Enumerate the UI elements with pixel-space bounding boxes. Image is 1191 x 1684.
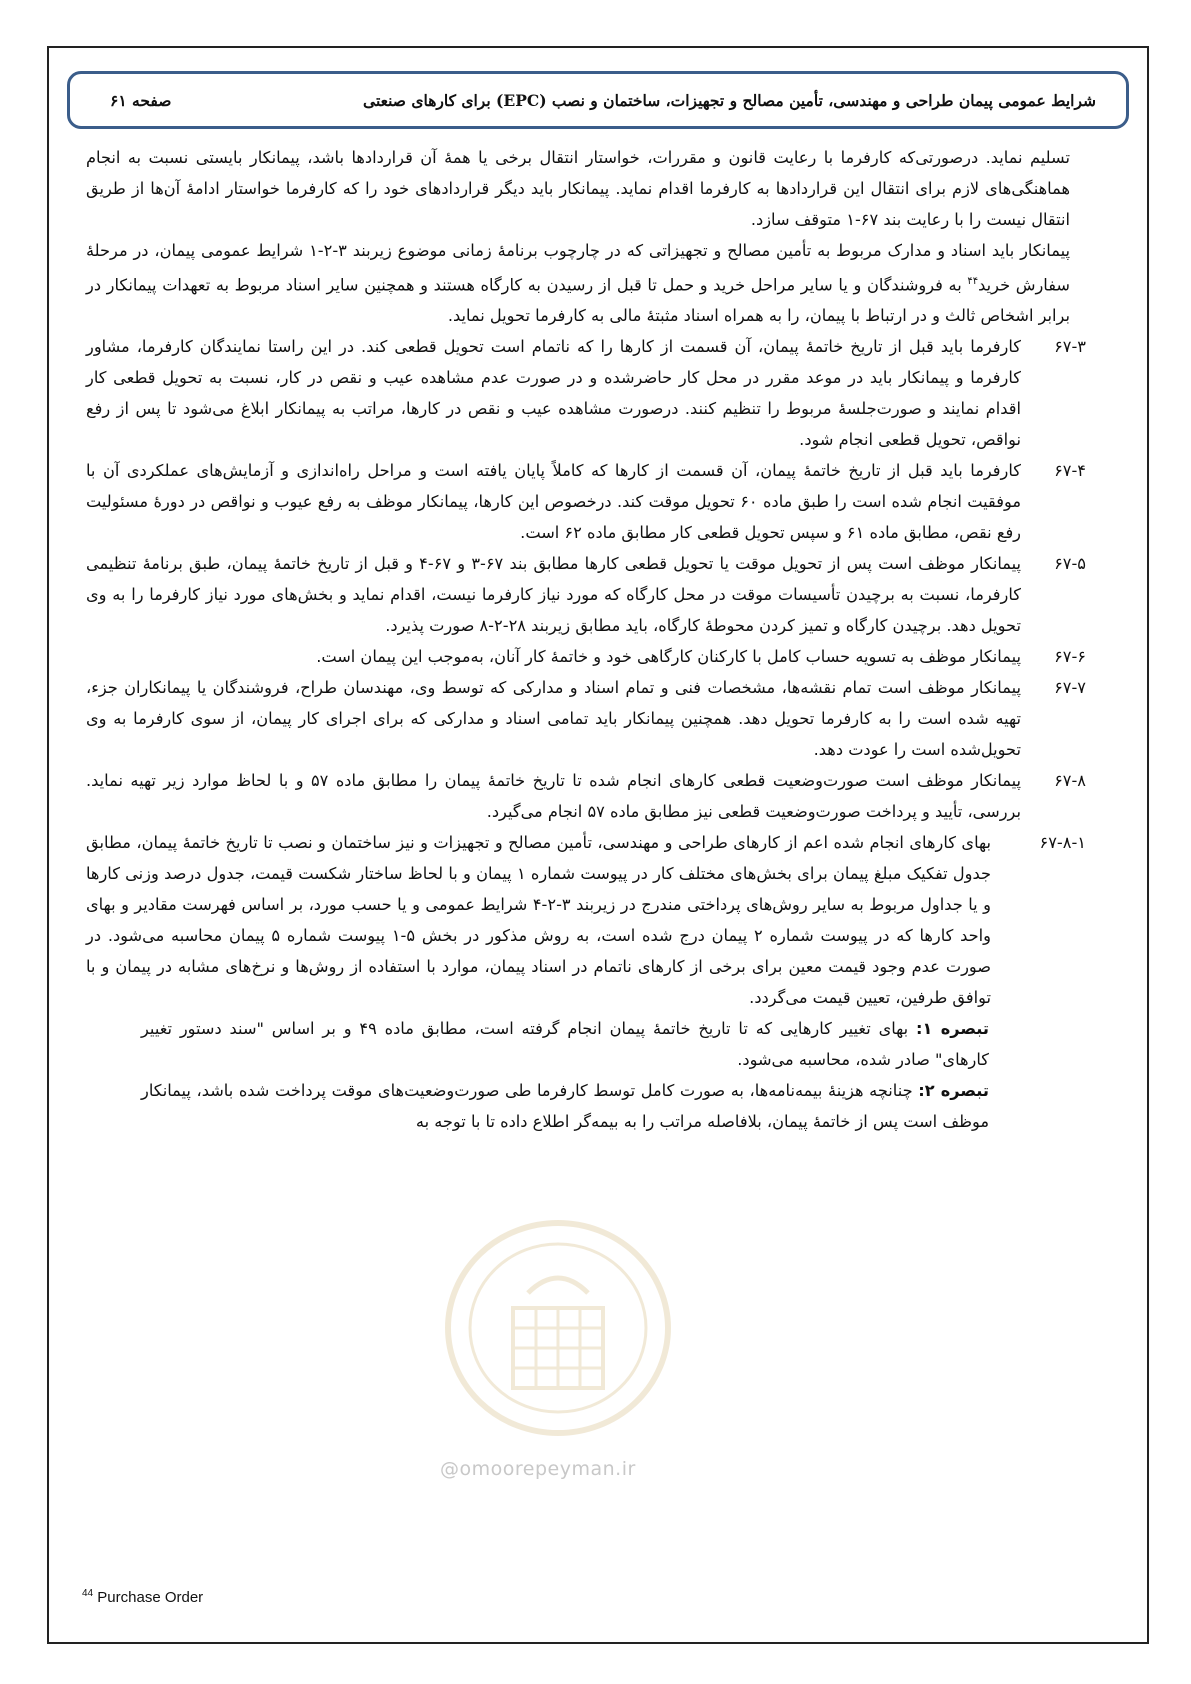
clause-number: ۶۷-۳ bbox=[1054, 337, 1086, 357]
clause-text: کارفرما باید قبل از تاریخ خاتمهٔ پیمان، آن قسمت از کارها که کاملاً پایان یافته است و مراحل راه‌اندازی و آزمایش‌های عملکردی آن با موفقیت انجام شده است را طبق ماده ۶۰ تحویل موقت کند. درخصوص این کارها، پیمانکار موظف به رفع عیوب و نواقص در دورهٔ مسئولیت رفع نقص، مطابق ماده ۶۱ و سپس تحویل قطعی کار مطابق ماده ۶۲ است. bbox=[86, 461, 1021, 543]
page-header bbox=[67, 71, 1129, 129]
clause-text: پیمانکار موظف است پس از تحویل موقت یا تحویل قطعی کارها مطابق بند ۶۷-۳ و ۶۷-۴ و قبل از تاریخ خاتمهٔ پیمان، طبق برنامهٔ تنظیمی کارفرما، نسبت به برچیدن تأسیسات موقت در محل کارگاه که مورد نیاز کارفرما نیست، اقدام نماید و بخش‌های مورد نیاز کارفرما را به وی تحویل دهد. برچیدن کارگاه و تمیز کردن محوطهٔ کارگاه، باید مطابق زیربند ۲۸-۲-۸ صورت پذیرد. bbox=[86, 554, 1022, 636]
clause-number: ۶۷-۸ bbox=[1054, 771, 1086, 791]
clause-number: ۶۷-۶ bbox=[1054, 647, 1086, 667]
note-label: تبصره ۱: bbox=[916, 1019, 989, 1039]
clause-number: ۶۷-۷ bbox=[1054, 678, 1086, 698]
note-2 bbox=[86, 1075, 1086, 1137]
clause-number: ۶۷-۴ bbox=[1054, 461, 1086, 481]
footnote-ref[interactable]: ۴۴ bbox=[967, 276, 979, 287]
clause-text: بهای کارهای انجام شده اعم از کارهای طراحی و مهندسی، تأمین مصالح و تجهیزات و نیز ساختمان و نصب تا تاریخ خاتمهٔ پیمان، مطابق جدول تفکیک مبلغ پیمان برای بخش‌های مختلف کار در پیوست شماره ۱ پیمان و با لحاظ ساختار شکست قیمت، جدول درصد وزنی کارها و یا جداول مربوط به سایر روش‌های پرداختی مندرج در زیربند ۳-۲-۴ شرایط عمومی و یا حسب مورد، بر اساس فهرست مقادیر و بهای واحد کارها که در پیوست شماره ۲ پیمان درج شده است، به روش مذکور در بخش ۵-۱ پیوست شماره ۵ پیمان محاسبه می‌شود. در صورت عدم وجود قیمت معین برای برخی از کارهای ناتمام در اسناد پیمان، موارد با استفاده از روش‌ها و نرخ‌های مشابه در پیمان و با توافق طرفین، تعیین قیمت می‌گردد. bbox=[86, 833, 991, 1008]
clause-text: پیمانکار موظف است تمام نقشه‌ها، مشخصات فنی و تمام اسناد و مدارکی که توسط وی، مهندسان طراح، فروشندگان یا پیمانکاران جزء، تهیه شده است را به کارفرما تحویل دهد. همچنین پیمانکار باید تمامی اسناد و مدارکی که برای اجرای کار پیمان، از سوی کارفرما به وی تحویل‌شده است را عودت دهد. bbox=[86, 678, 1021, 760]
note-label: تبصره ۲: bbox=[918, 1081, 989, 1101]
document-title: شرایط عمومی پیمان طراحی و مهندسی، تأمین مصالح و تجهیزات، ساختمان و نصب (EPC) برای کارهای صنعتی bbox=[363, 90, 1096, 110]
clause-number: ۶۷-۵ bbox=[1054, 554, 1086, 574]
intro-paragraph-1: تسلیم نماید. درصورتی‌که کارفرما با رعایت قانون و مقررات، خواستار انتقال برخی یا همهٔ آن قراردادها باشد، پیمانکار بایستی نسبت به انجام هماهنگی‌های لازم برای انتقال این قراردادها به کارفرما اقدام نماید. پیمانکار باید دیگر قراردادهای خود را که کارفرما خواستار ادامهٔ آن‌ها از طریق انتقال نیست را با رعایت بند ۶۷-۱ متوقف سازد. bbox=[86, 148, 1070, 229]
page-number: صفحه ۶۱ bbox=[110, 90, 172, 110]
clause-67-3 bbox=[86, 331, 1086, 455]
clause-67-8-1 bbox=[86, 827, 1086, 1013]
clause-text: کارفرما باید قبل از تاریخ خاتمهٔ پیمان، آن قسمت از کارها را که ناتمام است تحویل قطعی کند. در این راستا نمایندگان کارفرما، مشاور کارفرما و پیمانکار باید در موعد مقرر در محل کار حاضرشده و در صورت عدم مشاهده عیب و نقص در کار، نسبت به تحویل قطعی کار اقدام نمایند و صورت‌جلسهٔ مربوط را تنظیم کنند. درصورت مشاهده عیب و نقص در کارها، مراتب به پیمانکار ابلاغ می‌شود تا پس از رفع نواقص، تحویل قطعی انجام شود. bbox=[86, 337, 1021, 450]
footnote bbox=[82, 1588, 203, 1606]
intro-paragraph-2: پیمانکار باید اسناد و مدارک مربوط به تأمین مصالح و تجهیزاتی که در چارچوب برنامهٔ زمانی موضوع زیربند ۳-۲-۱ شرایط عمومی پیمان، در مرحلهٔ سفارش خرید$^{۴۴}$ به فروشندگان و یا سایر مراحل خرید و حمل تا قبل از رسیدن به کارگاه هستند و همچنین سایر اسناد مربوط به تعهدات پیمانکار در برابر اشخاص ثالث و در ارتباط با پیمان، را به همراه اسناد مثبتهٔ مالی به کارفرما تحویل نماید. bbox=[86, 241, 1070, 326]
note-text: چنانچه هزینهٔ بیمه‌نامه‌ها، به صورت کامل توسط کارفرما طی صورت‌وضعیت‌های موقت پرداخت شده باشد، پیمانکار موظف است پس از خاتمهٔ پیمان، بلافاصله مراتب را به بیمه‌گر اطلاع داده تا با توجه به bbox=[141, 1081, 989, 1132]
clause-67-4 bbox=[86, 455, 1086, 548]
clause-67-7 bbox=[86, 672, 1086, 765]
watermark-seal-icon bbox=[433, 1213, 683, 1443]
note-text: بهای تغییر کارهایی که تا تاریخ خاتمهٔ پیمان انجام گرفته است، مطابق ماده ۴۹ و بر اساس "سند دستور تغییر کارهای" صادر شده، محاسبه می‌شود. bbox=[141, 1019, 989, 1070]
clause-67-5 bbox=[86, 548, 1086, 641]
clause-number: ۶۷-۸-۱ bbox=[1039, 833, 1086, 853]
clause-67-8 bbox=[86, 765, 1086, 827]
clause-67-6 bbox=[86, 641, 1086, 672]
clause-text: پیمانکار موظف به تسویه حساب کامل با کارکنان کارگاهی خود و خاتمهٔ کار آنان، به‌موجب این پیمان است. bbox=[316, 647, 1021, 667]
watermark-text: @omoorepeyman.ir bbox=[440, 1458, 636, 1480]
footnote-text: Purchase Order bbox=[97, 1589, 204, 1606]
footnote-number: 44 bbox=[82, 1588, 94, 1599]
note-1 bbox=[86, 1013, 1086, 1075]
document-body bbox=[86, 142, 1086, 1137]
clause-text: پیمانکار موظف است صورت‌وضعیت قطعی کارهای انجام شده تا تاریخ خاتمهٔ پیمان را مطابق ماده ۵۷ و با لحاظ موارد زیر تهیه نماید. بررسی، تأیید و پرداخت صورت‌وضعیت قطعی نیز مطابق ماده ۵۷ انجام می‌گیرد. bbox=[86, 771, 1021, 822]
